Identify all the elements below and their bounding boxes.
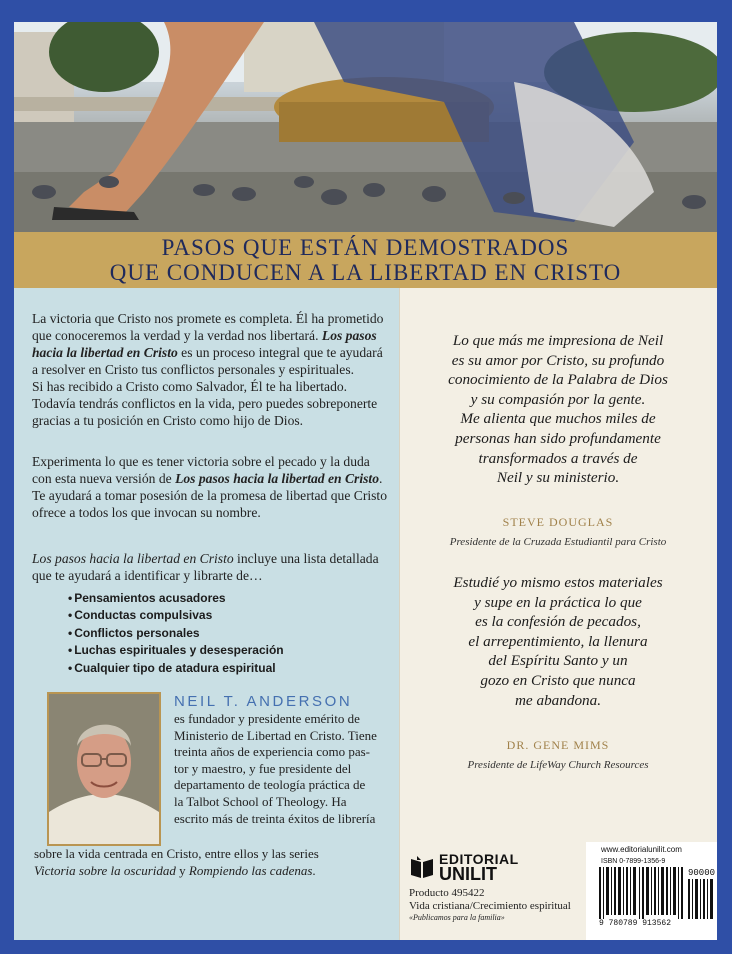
quote-line: personas han sido profundamente [455, 429, 661, 447]
title-banner [14, 232, 717, 288]
bio-line [34, 863, 394, 880]
photo-illustration [14, 22, 717, 232]
publisher-name [439, 852, 519, 882]
bio-line: Ministerio de Libertad en Cristo. Tiene [174, 727, 377, 743]
bio-line: sobre la vida centrada en Cristo, entre ellos y las series [34, 846, 319, 861]
endorser-name: STEVE DOUGLAS [502, 515, 614, 529]
endorser-role: Presidente de la Cruzada Estudiantil para Cristo [449, 536, 667, 548]
back-cover [14, 22, 717, 940]
bio-text: . [312, 862, 316, 878]
quote-line: Neil y su ministerio. [496, 469, 620, 487]
cover-photo [14, 22, 717, 232]
list-item: • Conflictos personales [68, 625, 284, 642]
list-item: • Conductas compulsivas [68, 607, 284, 624]
intro-text: Experimenta lo que es tener victoria sobre el pecado y la duda con esta nueva versión de [32, 454, 370, 486]
intro-paragraph-3 [32, 550, 392, 584]
product-code: Producto 495422 [409, 887, 485, 899]
isbn-number: 9 780789 913562 [599, 919, 672, 928]
bio-line: treinta años de experiencia como pas- [174, 744, 370, 760]
bio-line: tor y maestro, y fue presidente del [174, 760, 352, 776]
quote-line: el arrepentimiento, la llenura [468, 632, 648, 650]
author-bio-continued [34, 846, 394, 879]
intro-text: La victoria que Cristo nos promete es completa. Él ha prometido que conoceremos la verdad y la verdad nos libertará. [32, 311, 384, 343]
list-item: • Cualquier tipo de atadura espiritual [68, 660, 284, 677]
bio-line: la Talbot School of Theology. Ha [174, 793, 347, 809]
author-portrait-illustration [49, 694, 159, 844]
price-barcode-icon [688, 879, 715, 919]
quote-line: transformados a través de [478, 449, 638, 467]
publisher-line-2: UNILIT [439, 864, 497, 884]
publisher-line-1: EDITORIAL [439, 851, 519, 867]
bio-text: y [175, 862, 189, 878]
book-title: Los pasos hacia la libertad en Cristo [32, 328, 377, 360]
intro-text: es un proceso integral que te ayudará a resolver en Cristo tus conflictos personales y espirituales. [32, 345, 383, 377]
quote-line: del Espíritu Santo y un [488, 652, 628, 670]
bio-line: escrito más de treinta éxitos de librería [174, 810, 376, 826]
quote-line: gozo en Cristo que nunca [480, 671, 636, 689]
series-title: Victoria sobre la oscuridad [34, 862, 176, 878]
quote-line: me abandona. [514, 691, 602, 709]
quote-line: Me alienta que muchos miles de [460, 410, 656, 428]
product-info [409, 887, 571, 925]
author-bio [174, 711, 389, 827]
intro-paragraph-2 [32, 453, 392, 521]
endorser-name: DR. GENE MIMS [506, 738, 610, 752]
list-item: • Pensamientos acusadores [68, 590, 284, 607]
bullet-list [68, 590, 284, 677]
quote-line: y supe en la práctica lo que [474, 593, 642, 611]
bio-line: es fundador y presidente emérito de [174, 711, 360, 726]
book-icon [409, 854, 435, 880]
banner-line-1: PASOS QUE ESTÁN DEMOSTRADOS [161, 235, 570, 260]
intro-text: . Te ayudará a tomar posesión de la promesa de libertad que Cristo ofrece a todos los que invocan su nombre. [32, 471, 388, 520]
author-name: NEIL T. ANDERSON [174, 693, 353, 710]
isbn-label: ISBN 0-7899-1356-9 [601, 858, 666, 865]
publisher-logo [409, 852, 519, 882]
series-title: Rompiendo las cadenas [188, 862, 313, 878]
endorser-role: Presidente de LifeWay Church Resources [467, 759, 649, 771]
product-category: Vida cristiana/Crecimiento espiritual [409, 899, 571, 912]
quote-line: conocimiento de la Palabra de Dios [448, 371, 668, 389]
intro-text: Si has recibido a Cristo como Salvador, Él te ha libertado. Todavía tendrás conflictos en la vida, pero puedes sobreponerte gracias a tu posición en Cristo como hijo de Dios. [32, 379, 378, 428]
quote-line: y su compasión por la gente. [470, 390, 646, 408]
intro-text: incluye una lista detallada que te ayudará a identificar y librarte de… [32, 551, 379, 583]
bio-line: departamento de teología práctica de [174, 777, 366, 793]
banner-line-2: QUE CONDUCEN A LA LIBERTAD EN CRISTO [109, 260, 622, 285]
author-photo [47, 692, 161, 846]
quote-line: Estudié yo mismo estos materiales [453, 574, 663, 591]
price-code: 90000 [688, 868, 716, 878]
book-title: Los pasos hacia la libertad en Cristo [32, 551, 234, 566]
publisher-website: www.editorialunilit.com [601, 845, 682, 854]
book-title: Los pasos hacia la libertad en Cristo [175, 471, 379, 486]
intro-paragraph-1 [32, 310, 392, 429]
endorsement-quote-1 [399, 331, 717, 488]
endorsement-quote-2 [399, 573, 717, 710]
publisher-tagline: «Publicamos para la familia» [409, 913, 505, 922]
quote-line: Lo que más me impresiona de Neil [452, 332, 664, 349]
list-item: • Luchas espirituales y desesperación [68, 642, 284, 659]
quote-line: es su amor por Cristo, su profundo [451, 351, 665, 369]
quote-line: es la confesión de pecados, [475, 613, 641, 631]
barcode-icon [599, 867, 685, 919]
